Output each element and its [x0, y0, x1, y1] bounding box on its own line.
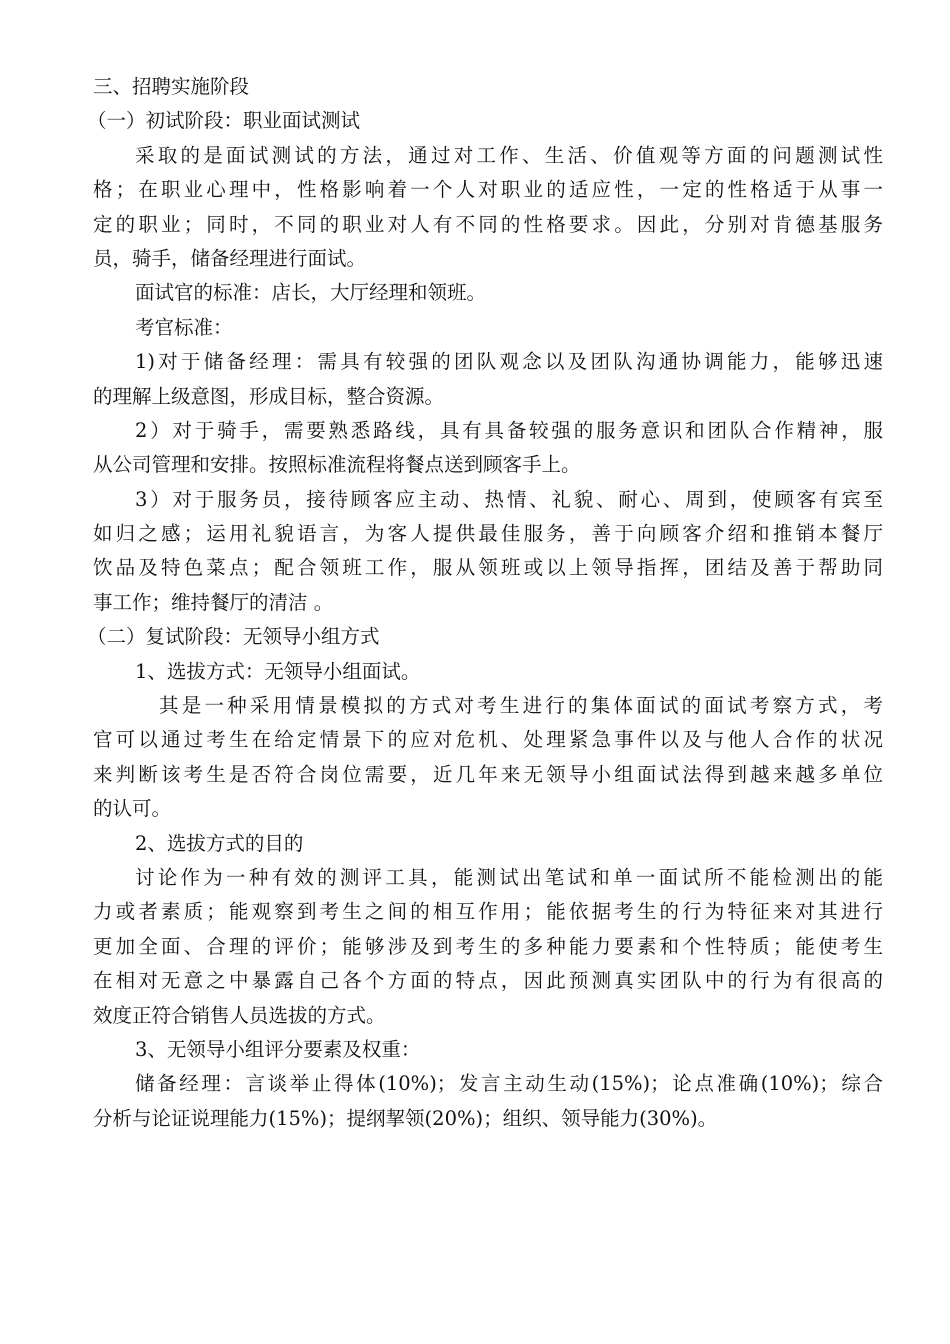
examiner-standard-heading: 考官标准： [135, 315, 233, 339]
item-3-line-4: 事工作；维持餐厅的清洁 。 [93, 590, 334, 614]
method-2-heading: 2、选拔方式的目的 [135, 831, 304, 855]
method-1-heading: 1、选拔方式：无领导小组面试。 [135, 659, 421, 683]
item-3-line-1: 3）对于服务员，接待顾客应主动、热情、礼貌、耐心、周到，使顾客有宾至 [135, 487, 883, 511]
document-page [87, 70, 883, 1136]
para-1-line-3: 定的职业；同时，不同的职业对人有不同的性格要求。因此，分别对肯德基服务 [93, 212, 883, 236]
weights-line-1: 储备经理：言谈举止得体(10%)；发言主动生动(15%)；论点准确(10%)；综合 [135, 1072, 883, 1096]
item-1-line-2: 的理解上级意图，形成目标，整合资源。 [93, 384, 445, 408]
para-2-line-1: 其是一种采用情景模拟的方式对考生进行的集体面试的面试考察方式，考 [159, 694, 883, 718]
para-1-line-2: 格；在职业心理中，性格影响着一个人对职业的适应性，一定的性格适于从事一 [93, 178, 883, 202]
para-3-line-3: 更加全面、合理的评价；能够涉及到考生的多种能力要素和个性特质；能使考生 [93, 934, 883, 958]
item-3-line-2: 如归之感；运用礼貌语言，为客人提供最佳服务，善于向顾客介绍和推销本餐厅 [93, 522, 883, 546]
item-3-line-3: 饮品及特色菜点；配合领班工作，服从领班或以上领导指挥，团结及善于帮助同 [93, 556, 883, 580]
para-3-line-4: 在相对无意之中暴露自己各个方面的特点，因此预测真实团队中的行为有很高的 [93, 969, 883, 993]
para-2-line-4: 的认可。 [93, 797, 172, 821]
weights-line-2: 分析与论证说理能力(15%)；提纲挈领(20%)；组织、领导能力(30%)。 [93, 1106, 718, 1130]
subsection-heading-2: （二）复试阶段：无领导小组方式 [87, 625, 380, 649]
interviewer-standard: 面试官的标准：店长，大厅经理和领班。 [135, 281, 487, 305]
para-1-line-1: 采取的是面试测试的方法，通过对工作、生活、价值观等方面的问题测试性 [135, 143, 883, 167]
item-1-line-1: 1)对于储备经理：需具有较强的团队观念以及团队沟通协调能力，能够迅速 [135, 350, 883, 374]
subsection-heading-1: （一）初试阶段：职业面试测试 [87, 109, 361, 133]
method-3-heading: 3、无领导小组评分要素及权重： [135, 1037, 421, 1061]
para-1-line-4: 员，骑手，储备经理进行面试。 [93, 246, 367, 270]
para-2-line-2: 官可以通过考生在给定情景下的应对危机、处理紧急事件以及与他人合作的状况 [93, 728, 883, 752]
para-3-line-1: 讨论作为一种有效的测评工具，能测试出笔试和单一面试所不能检测出的能 [135, 865, 883, 889]
section-heading: 三、招聘实施阶段 [93, 75, 250, 98]
item-2-line-2: 从公司管理和安排。按照标准流程将餐点送到顾客手上。 [93, 453, 581, 477]
para-3-line-5: 效度正符合销售人员选拔的方式。 [93, 1003, 386, 1027]
para-3-line-2: 力或者素质；能观察到考生之间的相互作用；能依据考生的行为特征来对其进行 [93, 900, 883, 924]
para-2-line-3: 来判断该考生是否符合岗位需要，近几年来无领导小组面试法得到越来越多单位 [93, 762, 883, 786]
item-2-line-1: 2）对于骑手，需要熟悉路线，具有具备较强的服务意识和团队合作精神，服 [135, 418, 883, 442]
